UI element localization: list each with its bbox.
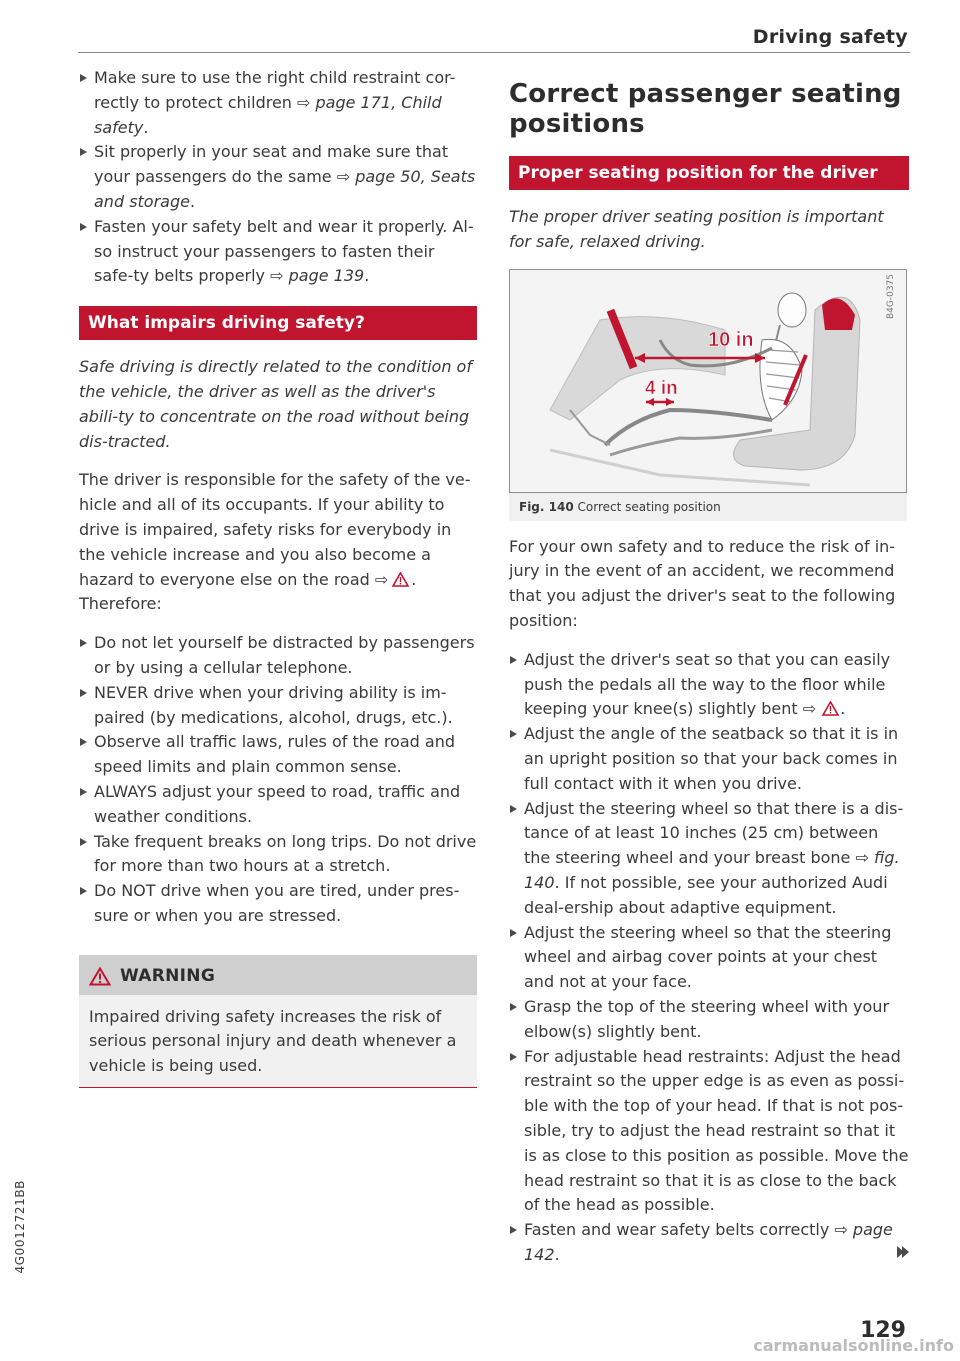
- list-item: Sit properly in your seat and make sure that your passengers do the same ⇨ page 50, Seats and storage.: [79, 140, 477, 214]
- body-text: The driver is responsible for the safety of the ve-hicle and all of its occupants. If your ability to drive is impaired, safety risks for everybody in the vehicle increase and you also become a hazard to everyone else on the road ⇨ . Therefore:: [79, 470, 471, 614]
- list-item: Observe all traffic laws, rules of the road and speed limits and plain common sense.: [79, 730, 477, 780]
- body-text: For your own safety and to reduce the risk of in-jury in the event of an accident, we recommend that you adjust the driver's seat to the following position:: [509, 536, 896, 630]
- label-10in: 10 in: [708, 328, 754, 351]
- warning-header: [79, 955, 477, 995]
- page-link[interactable]: ⇨ page 50, Seats and storage: [94, 167, 476, 211]
- list-item: Fasten your safety belt and wear it properly. Al-so instruct your passengers to fasten their safe-ty belts properly ⇨ page 139.: [79, 215, 477, 289]
- document-code: 4G0012721BB: [13, 1180, 27, 1274]
- page-link[interactable]: ⇨ page 171, Child safety: [94, 92, 442, 137]
- warning-triangle-icon: [89, 967, 111, 986]
- list-item: ALWAYS adjust your speed to road, traffic and weather conditions.: [79, 780, 477, 830]
- page-title: Correct passenger seating positions: [509, 79, 902, 139]
- section-title-impairs: What impairs driving safety?: [79, 306, 477, 340]
- label-4in: 4 in: [645, 377, 678, 399]
- intro-text: The proper driver seating position is important for safe, relaxed driving.: [509, 207, 884, 251]
- seating-bullets: [509, 648, 909, 1268]
- impairment-bullets: [79, 631, 477, 929]
- section-title-driver-position: Proper seating position for the driver: [509, 156, 909, 190]
- warning-box: [79, 955, 477, 1088]
- header-rule: [78, 52, 910, 53]
- watermark: carmanualsonline.info: [753, 1336, 954, 1355]
- list-item: Adjust the steering wheel so that the steering wheel and airbag cover points at your chest and not at your face.: [509, 921, 909, 995]
- page-link[interactable]: ⇨ page 142: [524, 1220, 893, 1264]
- page-link[interactable]: ⇨ page 139: [270, 266, 365, 286]
- list-item: For adjustable head restraints: Adjust the head restraint so the upper edge is as even as possi-ble with the top of your head. If that is not pos-sible, try to adjust the head restraint so that it is as close to this position as possible. Move the head restraint so that it is as close to the back of the head as possible.: [509, 1045, 909, 1219]
- page-number: 129: [860, 1318, 906, 1343]
- seating-figure: [509, 269, 907, 493]
- list-item: Make sure to use the right child restraint cor-rectly to protect children ⇨ page 171, Child safety.: [79, 66, 477, 140]
- left-column: [79, 66, 477, 1088]
- safety-bullets-top: [79, 66, 477, 289]
- intro-text: Safe driving is directly related to the condition of the vehicle, the driver as well as the driver's abili-ty to concentrate on the road without being dis-tracted.: [79, 357, 472, 451]
- warning-text: Impaired driving safety increases the risk of serious personal injury and death whenever a vehicle is being used.: [89, 1006, 457, 1076]
- list-item: Adjust the steering wheel so that there is a dis-tance of at least 10 inches (25 cm) between the steering wheel and your breast bone ⇨ fig. 140. If not possible, see your authorized Audi deal-ership about adaptive equipment.: [509, 797, 909, 921]
- list-item: NEVER drive when your driving ability is im-paired (by medications, alcohol, drugs, etc.).: [79, 681, 477, 731]
- warning-title: WARNING: [120, 965, 216, 986]
- list-item: Fasten and wear safety belts correctly ⇨ page 142.: [509, 1218, 909, 1268]
- figure-caption: Fig. 140 Correct seating position: [509, 493, 907, 521]
- seating-position-illustration: [510, 270, 906, 492]
- list-item: Do not let yourself be distracted by passengers or by using a cellular telephone.: [79, 631, 477, 681]
- list-item: Do NOT drive when you are tired, under pres-sure or when you are stressed.: [79, 879, 477, 929]
- figure-link[interactable]: ⇨ fig. 140: [524, 848, 900, 892]
- running-header: Driving safety: [752, 26, 908, 48]
- figure-code: B4G-0375: [886, 273, 897, 319]
- list-item: Grasp the top of the steering wheel with your elbow(s) slightly bent.: [509, 995, 909, 1045]
- warning-icon[interactable]: [822, 701, 839, 716]
- right-column: [509, 66, 909, 1268]
- list-item: Take frequent breaks on long trips. Do not drive for more than two hours at a stretch.: [79, 830, 477, 880]
- warning-icon[interactable]: [392, 572, 409, 587]
- list-item: Adjust the angle of the seatback so that it is in an upright position so that your back comes in full contact with it when you drive.: [509, 722, 909, 796]
- list-item: Adjust the driver's seat so that you can easily push the pedals all the way to the floor while keeping your knee(s) slightly bent ⇨ .: [509, 648, 909, 722]
- continue-arrow-icon: [896, 1245, 910, 1259]
